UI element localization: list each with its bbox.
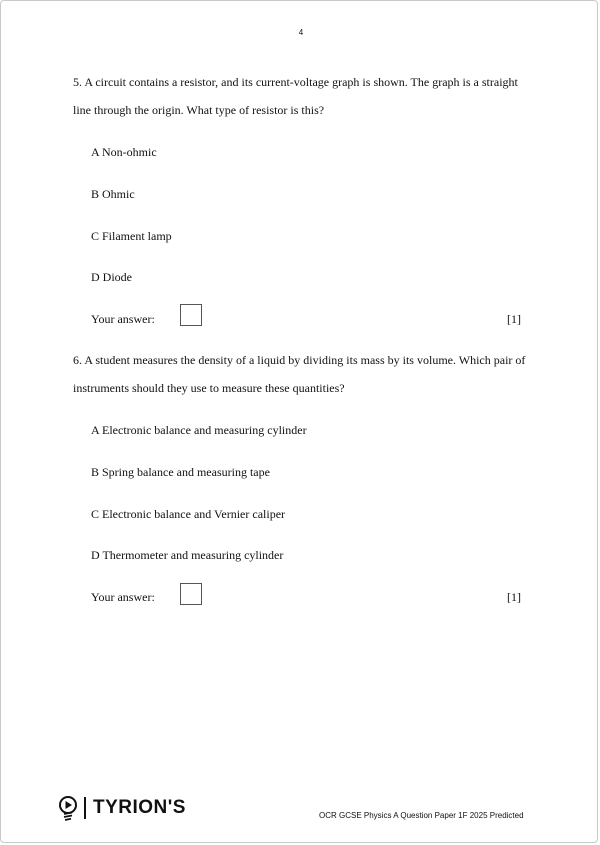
question-6-text-line-2: instruments should they use to measure these quantities? <box>73 381 345 395</box>
question-6-answer-label: Your answer: <box>91 590 155 604</box>
question-5-option-a: A Non-ohmic <box>91 145 157 159</box>
question-5-answer-box[interactable] <box>180 304 202 326</box>
question-5-text-line-2: line through the origin. What type of resistor is this? <box>73 103 325 117</box>
question-6-option-b: B Spring balance and measuring tape <box>91 465 270 479</box>
logo-divider <box>84 797 86 819</box>
question-5-option-d: D Diode <box>91 270 132 284</box>
question-6-answer-box[interactable] <box>180 583 202 605</box>
question-6-text-line-1: 6. A student measures the density of a liquid by dividing its mass by its volume. Which pair of <box>73 353 526 367</box>
question-5-option-c: C Filament lamp <box>91 229 172 243</box>
page-number: 4 <box>298 28 304 37</box>
question-5-answer-label: Your answer: <box>91 312 155 326</box>
question-5-option-b: B Ohmic <box>91 187 135 201</box>
tyrions-logo <box>57 794 186 822</box>
question-5-marks: [1] <box>507 312 521 326</box>
footer-paper-title: OCR GCSE Physics A Question Paper 1F 2025 Predicted <box>319 811 524 820</box>
question-6-option-d: D Thermometer and measuring cylinder <box>91 548 284 562</box>
question-6-option-a: A Electronic balance and measuring cylinder <box>91 423 307 437</box>
question-5-text-line-1: 5. A circuit contains a resistor, and its current-voltage graph is shown. The graph is a straight <box>73 75 518 89</box>
logo-text: TYRION'S <box>93 797 186 818</box>
question-6-marks: [1] <box>507 590 521 604</box>
lightbulb-play-icon <box>57 795 79 821</box>
question-6-option-c: C Electronic balance and Vernier caliper <box>91 507 286 521</box>
